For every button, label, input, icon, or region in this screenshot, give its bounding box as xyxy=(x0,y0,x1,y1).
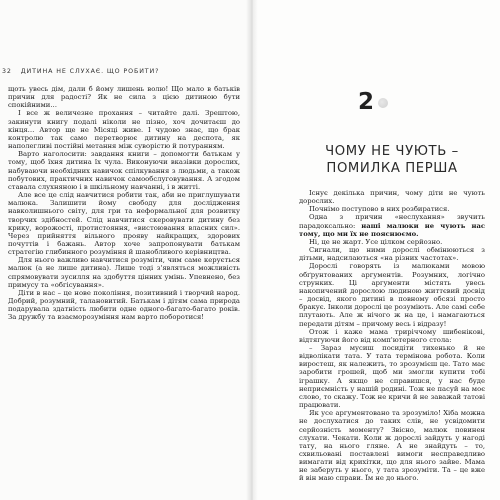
right-paragraph: Сигнали, що ними дорослі обмінюються з дітьми, надсилаються «на різних частотах». xyxy=(299,246,485,263)
book-gutter xyxy=(246,0,258,500)
left-paragraph: Діти в нас – це нове покоління, позитивний і творчий народ. Добрий, розумний, талановитий. Батькам і дітям сама природа подарувала здатність любити одне одного-багато-багато років. За дружбу та взаєморозуміння нам варто поборотися! xyxy=(8,288,240,322)
chapter-number: 2 xyxy=(358,89,375,115)
highlighted-text: наші малюки не чують нас тому, що ми їх не пояснюємо. xyxy=(299,221,485,238)
left-paragraph: Для нього важливо навчитися розуміти, чим саме керується малюк (а не лише дитина). Лише тоді з'являться можливість спрямовувати зусилля на здобуття цінних умінь. Упевнено, без примусу та «обгісування». xyxy=(8,256,240,289)
right-paragraph: Дорослі говорять із малюками мовою обґрунтованих аргументів. Розумних, логічно струнких. Ці аргументи містять увесь накопичений дорослою людиною життєвий досвід – досвід, якого дитині в повному обсязі просто бракує. Інколи дорослі це розуміють. Але самі себе плутають. Але ж нічого ж на це, і намагаються передати дітям – причому весь і відразу! xyxy=(299,262,485,328)
right-paragraph: Як усе аргументовано та зрозуміло! Хіба можна не дослухатися до таких слів, не усвідомити серйозність моменту? Звісно, малюк повинен слухати. Чекати. Коли ж дорослі зайдуть у нагоді тату, на нього гляне. А не знайдуть – то, схвильовані поставлені вимоги несправедливо вимагати від крихітки, що для нього зайве. Мама не заберуть у нього, у тата зрозуміти. Та – це вже й він маю справи. Їм не до нього. xyxy=(299,409,485,483)
running-head xyxy=(2,68,159,75)
paragraph-text: Одна з причин «неслухання» звучить парадоксально: xyxy=(299,213,485,230)
left-paragraph: Варто наголосити: завдання книги – допомогти батькам у тому, щоб їхня дитина їх чула. Виконуючи вказівки дорослих, набуваючи необхідних навичок спілкування з людьми, а також побутових, практичних навичок самообслуговування. А згодом ставала слухняною і в шкільному навчанні, і в житті. xyxy=(8,150,240,191)
right-paragraph: Отож і каже мама триріччому шибенікові, відтягуючи його від комп'ютерного стола: xyxy=(299,327,485,344)
chapter-title-line-1: ЧОМУ НЕ ЧУЮТЬ – xyxy=(325,144,459,159)
right-paragraph xyxy=(299,213,485,237)
ornament-icon xyxy=(378,98,388,108)
right-page-body xyxy=(299,189,485,483)
right-paragraph: Почнімо поступово в них розбиратися. xyxy=(309,205,450,214)
right-paragraph: Ні, це не жарт. Усе цілком серйозно. xyxy=(309,237,443,246)
right-paragraph: Існує декілька причин, чому діти не чують дорослих. xyxy=(299,189,485,206)
chapter-title-line-2: ПОМИЛКА ПЕРША xyxy=(326,161,458,176)
left-page-body xyxy=(8,85,240,322)
left-paragraph: Але все це слід навчитися робити так, аби не приглушувати малюка. Залишити йому свободу для дослідження навколишнього світу, для гри та неформальної для розвитку творчих здібностей. Слід навчитися скеровувати дитину без крику, ворожості, протистояння, «вистоювання власних сил». Через прийняття вільного прояву найкращих, здорових почуттів і бажань. Автор хоче запропонувати батькам стратегію глибинного розуміння й шанобливого керівництва. xyxy=(8,191,240,257)
left-paragraph: І все ж величезне прохання – читайте далі. Зрештою, закинути книгу подалі ніколи не пізно, хоч дочитаєш до кінця… Автор ще не Місяці живе. І чудово знає, що брак контролю так само перетворює дитину на деспота, як наполегливі постійні метання між суворістю й потуранням. xyxy=(8,109,240,151)
chapter-title xyxy=(292,143,492,177)
left-paragraph: щоть увесь дім, дали б йому лишень волю! Що мало в батьків причин для радості? Як не сила з цією дитиною бути спокійними… xyxy=(8,85,240,110)
right-paragraph: – Зараз мусиш посидіти тихенько й не відволікати тата. У тата термінова робота. Коли виростеш, як належить, то зрозумієш це. Тато має заробити грошей, щоб ми змогли купити тобі іграшку. А якщо не справишся, у нас буде неприємність у нашій родині. Тож не пасуй на моє слово, то скажу. Тож не кричи й не заважай татові працювати. xyxy=(299,343,485,410)
page-number: 32 xyxy=(2,68,12,75)
running-head-title: ДИТИНА НЕ СЛУХАЄ. ЩО РОБИТИ? xyxy=(20,68,160,75)
